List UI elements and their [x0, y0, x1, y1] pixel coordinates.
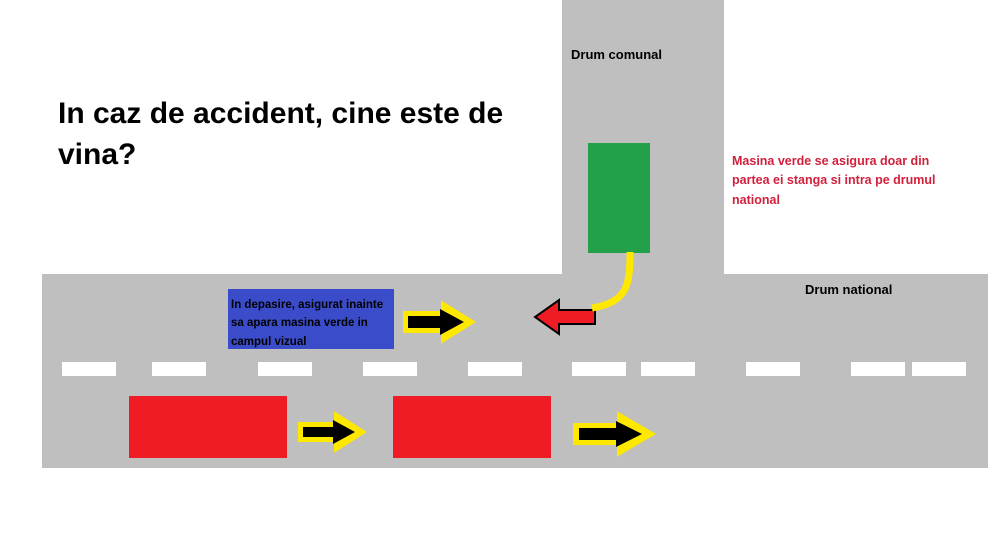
blue-car-annotation: In depasire, asigurat inainte sa apara masina verde in campul vizual	[231, 299, 384, 348]
green-car	[588, 143, 650, 253]
blue-car-arrow-icon	[402, 300, 476, 344]
lane-dash	[152, 362, 206, 376]
red-car-right-arrow-icon	[572, 411, 656, 457]
page-title: In caz de accident, cine este de vina?	[58, 97, 504, 171]
red-car-right	[393, 396, 551, 458]
lane-dash	[572, 362, 626, 376]
green-car-annotation: Masina verde se asigura doar din partea ei stanga si intra pe drumul national	[732, 154, 936, 207]
lane-dash	[912, 362, 966, 376]
red-car-left-arrow-icon	[297, 411, 367, 453]
lane-dash	[258, 362, 312, 376]
lane-dash	[641, 362, 695, 376]
label-drum-comunal: Drum comunal	[571, 47, 663, 62]
green-car-curve-path	[584, 250, 644, 324]
lane-dash	[851, 362, 905, 376]
lane-dash	[746, 362, 800, 376]
label-drum-national: Drum national	[805, 282, 893, 297]
lane-dash	[62, 362, 116, 376]
red-car-left	[129, 396, 287, 458]
lane-dash	[468, 362, 522, 376]
lane-dash	[363, 362, 417, 376]
